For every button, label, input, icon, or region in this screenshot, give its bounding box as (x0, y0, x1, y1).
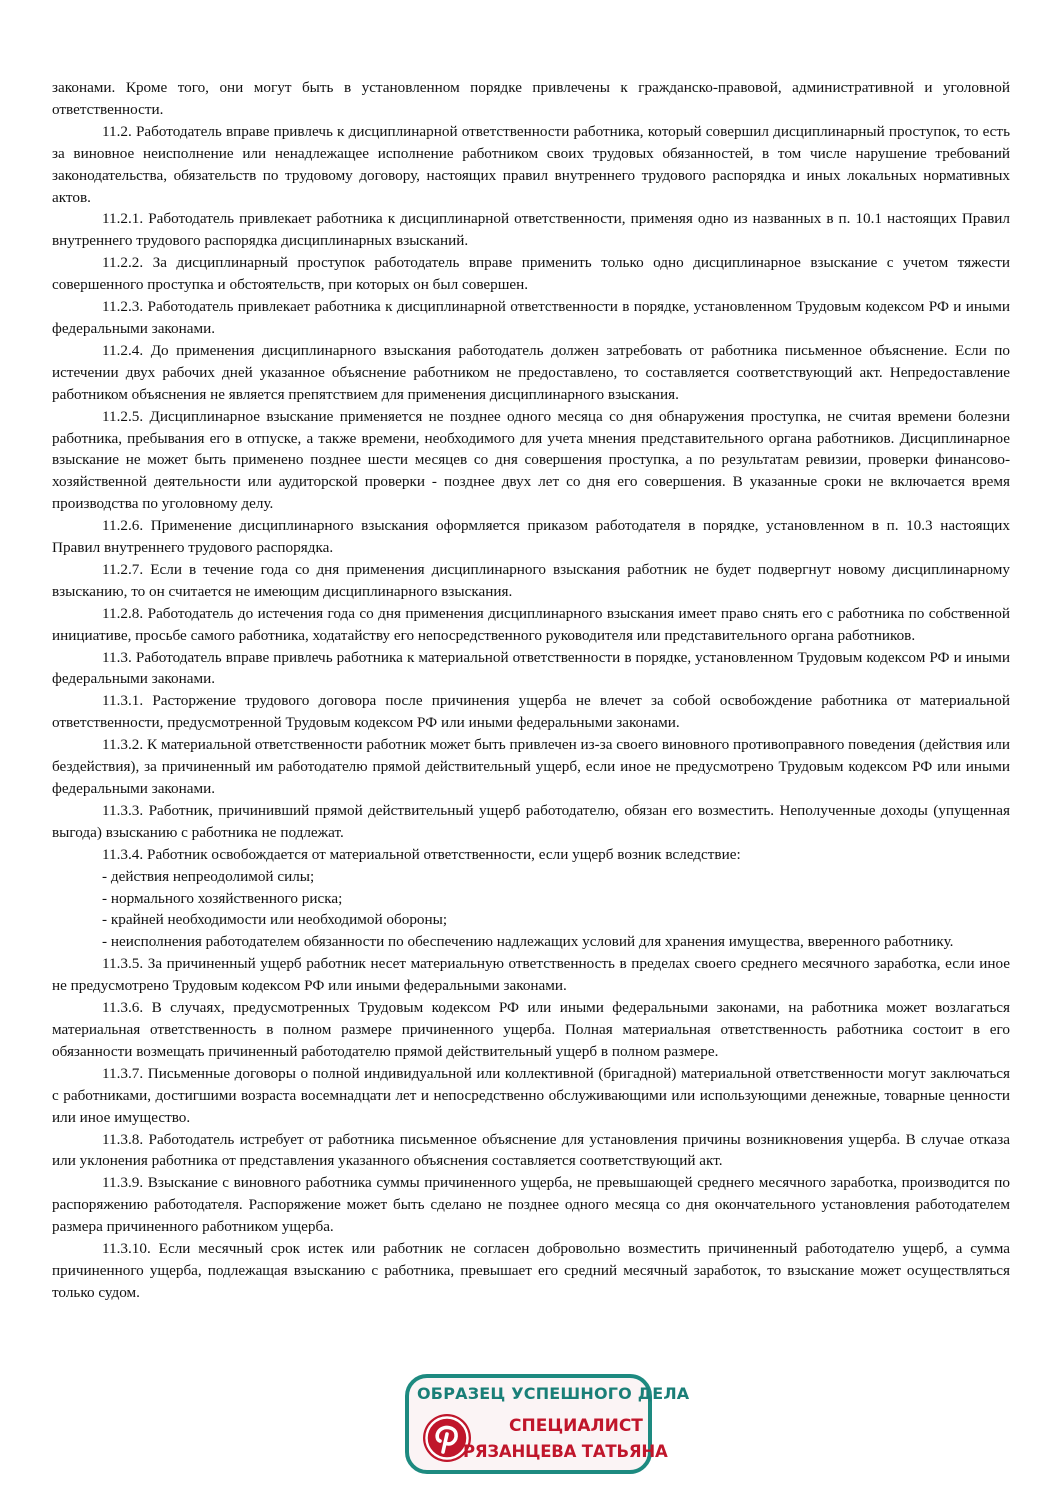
paragraph: 11.3.2. К материальной ответственности работник может быть привлечен из-за своего виновного противоправного поведения (действия или бездействия), за причиненный им работодателю прямой действительный ущерб, если иное не предусмотрено Трудовым кодексом РФ или иными федеральными законами. (52, 736, 1010, 797)
paragraph: 11.2.5. Дисциплинарное взыскание применяется не позднее одного месяца со дня обнаружения проступка, не считая времени болезни работника, пребывания его в отпуске, а также времени, необходимого для учета мнения представительного органа работников. Дисциплинарное взыскание не может быть применено позднее шести месяцев со дня совершения проступка, а по результатам ревизии, проверки финансово-хозяйственной деятельности или аудиторской проверки - позднее двух лет со дня его совершения. В указанные сроки не включается время производства по уголовному делу. (52, 407, 1010, 513)
paragraph: 11.3.10. Если месячный срок истек или работник не согласен добровольно возместить причиненный работодателю ущерб, а сумма причиненного ущерба, подлежащая взысканию с работника, превышает его средний месячный заработок, то взыскание может осуществляться только судом. (52, 1240, 1010, 1301)
paragraph: 11.2.6. Применение дисциплинарного взыскания оформляется приказом работодателя в порядке, установленном в п. 10.3 настоящих Правил внутреннего трудового распорядка. (52, 517, 1010, 557)
paragraph: 11.2.2. За дисциплинарный проступок работодатель вправе применить только одно дисциплинарное взыскание с учетом тяжести совершенного проступка и обстоятельств, при которых он был совершен. (52, 254, 1010, 294)
paragraph: 11.2.4. До применения дисциплинарного взыскания работодатель должен затребовать от работника письменное объяснение. Если по истечении двух рабочих дней указанное объяснение работником не предоставлено, то составляется соответствующий акт. Непредоставление работником объяснения не является препятствием для применения дисциплинарного взыскания. (52, 341, 1010, 403)
paragraph: 11.3.3. Работник, причинивший прямой действительный ущерб работодателю, обязан его возместить. Неполученные доходы (упущенная выгода) взысканию с работника не подлежат. (52, 801, 1010, 841)
stamp-role: СПЕЦИАЛИСТ (509, 1416, 643, 1436)
document-body (52, 77, 1010, 1304)
list-item: - нормального хозяйственного риска; (102, 889, 343, 907)
stamp-name: РЯЗАНЦЕВА ТАТЬЯНА (463, 1442, 668, 1461)
paragraph: 11.3.8. Работодатель истребует от работника письменное объяснение для установления причины возникновения ущерба. В случае отказа или уклонения работника от представления указанного объяснения составляется соответствующий акт. (52, 1130, 1010, 1170)
paragraph: 11.2.8. Работодатель до истечения года со дня применения дисциплинарного взыскания имеет право снять его с работника по собственной инициативе, просьбе самого работника, ходатайству его непосредственного руководителя или представительного органа работников. (52, 604, 1010, 644)
paragraph: 11.3.9. Взыскание с виновного работника суммы причиненного ущерба, не превышающей среднего месячного заработка, производится по распоряжению работодателя. Распоряжение может быть сделано не позднее одного месяца со дня окончательного установления работодателем размера причиненного работником ущерба. (52, 1174, 1010, 1236)
paragraph: 11.2.3. Работодатель привлекает работника к дисциплинарной ответственности в порядке, установленном Трудовым кодексом РФ и иными федеральными законами. (52, 298, 1010, 337)
list-item: - действия непреодолимой силы; (102, 867, 315, 885)
paragraph: 11.2.7. Если в течение года со дня применения дисциплинарного взыскания работник не будет подвергнут новому дисциплинарному взысканию, то он считается не имеющим дисциплинарного взыскания. (52, 560, 1010, 600)
paragraph: 11.3.6. В случаях, предусмотренных Трудовым кодексом РФ или иными федеральными законами, на работника может возлагаться материальная ответственность в полном размере причиненного ущерба. Полная материальная ответственность работника состоит в его обязанности возмещать причиненный работодателю прямой действительный ущерб в полном размере. (52, 999, 1010, 1060)
list-item: - неисполнения работодателем обязанности по обеспечению надлежащих условий для хранения имущества, вверенного работнику. (102, 933, 954, 951)
watermark-stamp (405, 1374, 690, 1474)
paragraph: 11.3. Работодатель вправе привлечь работника к материальной ответственности в порядке, установленном Трудовым кодексом РФ и иными федеральными законами. (52, 648, 1010, 688)
stamp-title: ОБРАЗЕЦ УСПЕШНОГО ДЕЛА (417, 1384, 690, 1403)
paragraph: 11.2. Работодатель вправе привлечь к дисциплинарной ответственности работника, который совершил дисциплинарный проступок, то есть за виновное неисполнение или ненадлежащее исполнение работником своих трудовых обязанностей, в том числе нарушение требований законодательства, обязательств по трудовому договору, настоящих правил внутреннего трудового распорядка и иных локальных нормативных актов. (52, 122, 1010, 206)
paragraph: 11.3.4. Работник освобождается от материальной ответственности, если ущерб возник вследствие: (102, 845, 741, 863)
paragraph: 11.2.1. Работодатель привлекает работника к дисциплинарной ответственности, применяя одно из названных в п. 10.1 настоящих Правил внутреннего трудового распорядка дисциплинарных взысканий. (52, 210, 1010, 250)
list-item: - крайней необходимости или необходимой обороны; (102, 911, 448, 929)
paragraph: 11.3.1. Расторжение трудового договора после причинения ущерба не влечет за собой освобождение работника от материальной ответственности, предусмотренной Трудовым кодексом РФ или иными федеральными законами. (52, 692, 1010, 732)
paragraph: 11.3.5. За причиненный ущерб работник несет материальную ответственность в пределах своего среднего месячного заработка, если иное не предусмотрено Трудовым кодексом РФ или иными федеральными законами. (52, 955, 1010, 995)
paragraph: 11.3.7. Письменные договоры о полной индивидуальной или коллективной (бригадной) материальной ответственности могут заключаться с работниками, достигшими возраста восемнадцати лет и непосредственно обслуживающими или использующими денежные, товарные ценности или иное имущество. (52, 1064, 1010, 1126)
paragraph: законами. Кроме того, они могут быть в установленном порядке привлечены к гражданско-правовой, административной и уголовной ответственности. (52, 79, 1010, 118)
